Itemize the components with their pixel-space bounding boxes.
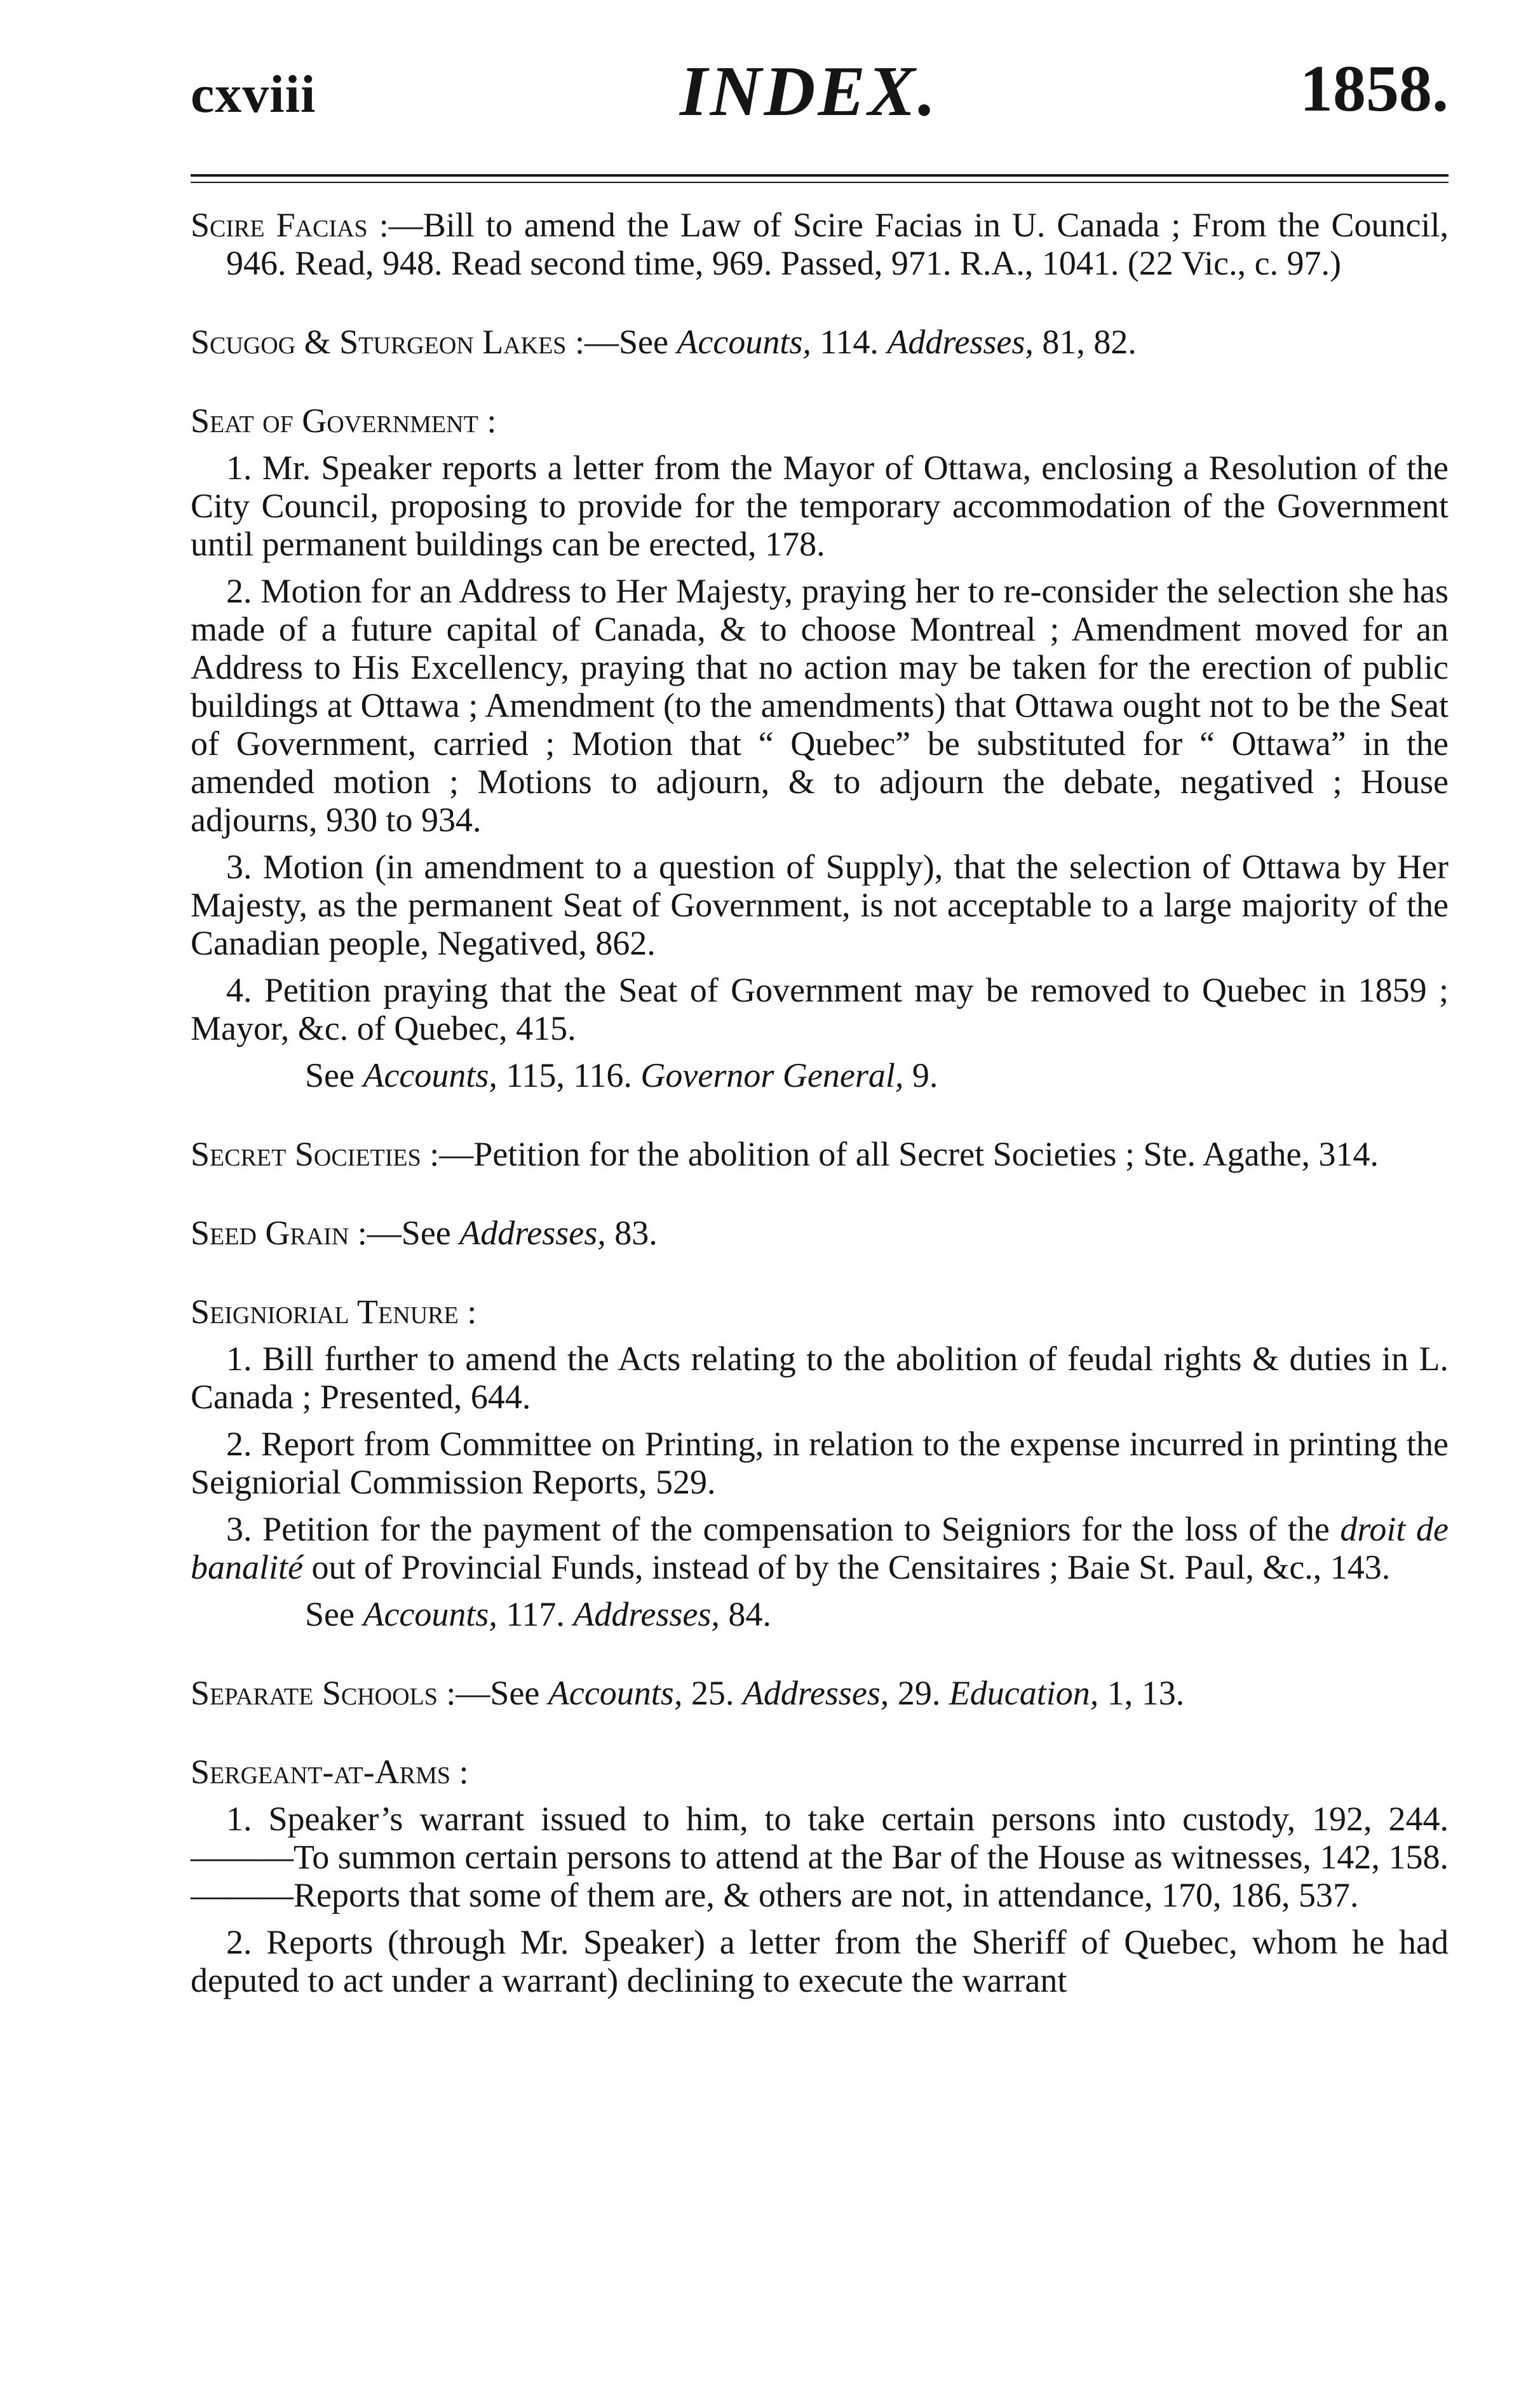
cross-reference: Accounts,	[548, 1674, 683, 1712]
index-page	[191, 25, 1449, 2040]
see-also: See Accounts, 115, 116. Governor General, 9.	[305, 1056, 938, 1094]
entry-text: Petition for the abolition of all Secret Societies ; Ste. Agathe, 314.	[473, 1135, 1379, 1173]
cross-reference: Accounts,	[677, 323, 811, 361]
sub-entry: 1. Speaker’s warrant issued to him, to take certain persons into custody, 192, 244.———To summon certain persons to attend at the Bar of the House as witnesses, 142, 158.———Reports that some of them are, & others are not, in attendance, 170, 186, 537.	[191, 1800, 1449, 1914]
entry-seat-of-government: Seat of Government : 1. Mr. Speaker reports a letter from the Mayor of Ottawa, enclosing a Resolution of the City Council, proposing to provide for the temporary accommodation of the Government until permanent buildings can be erected, 178. 2. Motion for an Address to Her Majesty, praying her to re-consider the selection she has made of a future capital of Canada, & to choose Montreal ; Amendment moved for an Address to His Excellency, praying that no action may be taken for the erection of public buildings at Ottawa ; Amendment (to the amendments) that Ottawa ought not to be the Seat of Government, carried ; Motion that “ Quebec” be substituted for “ Ottawa” in the amended motion ; Motions to adjourn, & to adjourn the debate, negatived ; House adjourns, 930 to 934. 3. Motion (in amendment to a question of Supply), that the selection of Ottawa by Her Majesty, as the permanent Seat of Government, is not acceptable to a large majority of the Canadian people, Negatived, 862. 4. Petition praying that the Seat of Government may be removed to Quebec in 1859 ; Mayor, &c. of Quebec, 415. See Accounts, 115, 116. Governor General, 9.	[191, 402, 1449, 1094]
entry-heading: Sergeant-at-Arms	[191, 1753, 451, 1791]
cross-reference: Governor General,	[640, 1056, 904, 1094]
cross-reference: Addresses,	[742, 1674, 889, 1712]
page-title: INDEX.	[680, 52, 938, 131]
entry-scire-facias: Scire Facias :—Bill to amend the Law of Scire Facias in U. Canada ; From the Council, 946. Read, 948. Read second time, 969. Passed, 971. R.A., 1041. (22 Vic., c. 97.)	[191, 206, 1449, 282]
entry-scugog-sturgeon-lakes: Scugog & Sturgeon Lakes :—See Accounts, 114. Addresses, 81, 82.	[191, 323, 1137, 361]
entry-heading: Scugog & Sturgeon Lakes	[191, 323, 567, 361]
sub-entry: 2. Motion for an Address to Her Majesty, praying her to re-consider the selection she has made of a future capital of Canada, & to choose Montreal ; Amendment moved for an Address to His Excellency, praying that no action may be taken for the erection of public buildings at Ottawa ; Amendment (to the amendments) that Ottawa ought not to be the Seat of Government, carried ; Motion that “ Quebec” be substituted for “ Ottawa” in the amended motion ; Motions to adjourn, & to adjourn the debate, negatived ; House adjourns, 930 to 934.	[191, 572, 1449, 839]
entry-secret-societies: Secret Societies :—Petition for the abolition of all Secret Societies ; Ste. Agathe, 314.	[191, 1135, 1379, 1173]
cross-reference: Addresses,	[459, 1214, 606, 1252]
header-double-rule	[191, 174, 1449, 183]
sub-entry: 1. Bill further to amend the Acts relating to the abolition of feudal rights & duties in L. Canada ; Presented, 644.	[191, 1340, 1449, 1416]
page-number: cxviii	[191, 65, 316, 124]
entry-heading: Secret Societies	[191, 1135, 421, 1173]
sub-entry: 3. Petition for the payment of the compensation to Seigniors for the loss of the droit de banalité out of Provincial Funds, instead of by the Censitaires ; Baie St. Paul, &c., 143.	[191, 1510, 1449, 1586]
see-also: See Accounts, 117. Addresses, 84.	[305, 1595, 771, 1633]
entry-heading: Seed Grain	[191, 1214, 349, 1252]
entry-heading: Seigniorial Tenure	[191, 1293, 459, 1331]
entry-text: Bill to amend the Law of Scire Facias in U. Canada ; From the Council, 946. Read, 948. Read second time, 969. Passed, 971. R.A., 1041. (22 Vic., c. 97.)	[226, 206, 1449, 282]
entry-heading: Separate Schools	[191, 1674, 438, 1712]
cross-reference: Education,	[949, 1674, 1099, 1712]
entry-sergeant-at-arms: Sergeant-at-Arms : 1. Speaker’s warrant issued to him, to take certain persons into custody, 192, 244.———To summon certain persons to attend at the Bar of the House as witnesses, 142, 158.———Reports that some of them are, & others are not, in attendance, 170, 186, 537. 2. Reports (through Mr. Speaker) a letter from the Sheriff of Quebec, whom he had deputed to act under a warrant) declining to execute the warrant	[191, 1753, 1449, 1999]
entry-seed-grain: Seed Grain :—See Addresses, 83.	[191, 1214, 658, 1252]
page-header	[191, 25, 1449, 131]
sub-entry: 2. Report from Committee on Printing, in relation to the expense incurred in printing the Seigniorial Commission Reports, 529.	[191, 1425, 1449, 1501]
entry-heading: Seat of Government	[191, 402, 478, 440]
sub-entry: 4. Petition praying that the Seat of Government may be removed to Quebec in 1859 ; Mayor, &c. of Quebec, 415.	[191, 971, 1449, 1047]
page-year: 1858.	[1300, 52, 1449, 125]
sub-entry: 3. Motion (in amendment to a question of Supply), that the selection of Ottawa by Her Majesty, as the permanent Seat of Government, is not acceptable to a large majority of the Canadian people, Negatived, 862.	[191, 848, 1449, 962]
entry-heading: Scire Facias	[191, 206, 368, 244]
entry-separate-schools: Separate Schools :—See Accounts, 25. Addresses, 29. Education, 1, 13.	[191, 1674, 1185, 1712]
sub-entry: 1. Mr. Speaker reports a letter from the Mayor of Ottawa, enclosing a Resolution of the City Council, proposing to provide for the temporary accommodation of the Government until permanent buildings can be erected, 178.	[191, 449, 1449, 563]
cross-reference: Accounts,	[363, 1595, 497, 1633]
sub-entry: 2. Reports (through Mr. Speaker) a letter from the Sheriff of Quebec, whom he had deputed to act under a warrant) declining to execute the warrant	[191, 1923, 1449, 1999]
cross-reference: Addresses,	[887, 323, 1034, 361]
index-content	[191, 206, 1449, 1999]
cross-reference: Addresses,	[573, 1595, 720, 1633]
italic-term: droit de banalité	[191, 1510, 1449, 1586]
cross-reference: Accounts,	[363, 1056, 497, 1094]
entry-seigniorial-tenure: Seigniorial Tenure : 1. Bill further to amend the Acts relating to the abolition of feudal rights & duties in L. Canada ; Presented, 644. 2. Report from Committee on Printing, in relation to the expense incurred in printing the Seigniorial Commission Reports, 529. 3. Petition for the payment of the compensation to Seigniors for the loss of the droit de banalité out of Provincial Funds, instead of by the Censitaires ; Baie St. Paul, &c., 143. See Accounts, 117. Addresses, 84.	[191, 1293, 1449, 1633]
